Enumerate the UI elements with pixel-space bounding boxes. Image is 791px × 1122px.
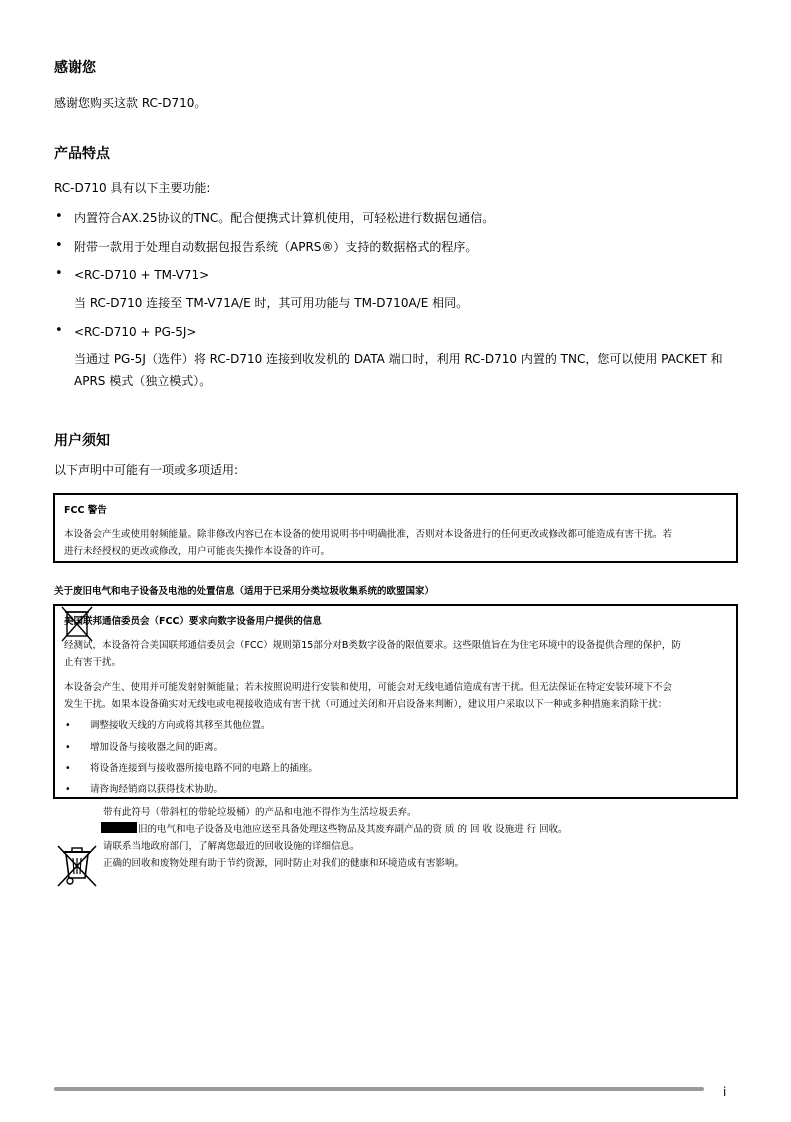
bullet-icon: • [65, 784, 71, 795]
heading-notice: 用户须知 [54, 433, 110, 449]
bullet-icon: • [55, 266, 63, 281]
footer-rule [54, 1087, 704, 1091]
feature-item-pg5j-desc-2: APRS 模式（独立模式）。 [74, 374, 212, 388]
bullet-icon: • [55, 238, 63, 253]
feature-item-pg5j: <RC-D710 + PG-5J> [74, 325, 197, 339]
feature-item-pg5j-desc: 当通过 PG-5J（选件）将 RC-D710 连接到收发机的 DATA 端口时，利用 RC-D710 内置的 TNC，您可以使用 PACKET 和 [74, 352, 723, 366]
weee-bin-icon [55, 842, 99, 888]
fcc-warning-title: FCC 警告 [64, 505, 107, 516]
redaction-bar [101, 822, 137, 833]
fcc-measure-3: 将设备连接到与接收器所接电路不同的电路上的插座。 [90, 763, 319, 774]
weee-line-2: 旧的电气和电子设备及电池应送至具备处理这些物品及其废弃副产品的资 质 的 回 收 设施进 行 回收。 [138, 824, 568, 835]
fcc-para2-line-2: 发生干扰。如果本设备确实对无线电或电视接收造成有害干扰（可通过关闭和开启设备来判断），建议用户采取以下一种或多种措施来消除干扰： [64, 699, 668, 710]
bullet-icon: • [55, 209, 63, 224]
weee-line-1: 带有此符号（带斜杠的带轮垃圾桶）的产品和电池不得作为生活垃圾丢弃。 [103, 807, 417, 818]
weee-line-4: 正确的回收和废物处理有助于节约资源，同时防止对我们的健康和环境造成有害影响。 [103, 858, 465, 869]
fcc-para2-line-1: 本设备会产生、使用并可能发射射频能量；若未按照说明进行安装和使用，可能会对无线电通信造成有害干扰。但无法保证在特定安装环境下不会 [64, 682, 673, 693]
bullet-icon: • [65, 720, 71, 731]
weee-line-3: 请联系当地政府部门，了解离您最近的回收设施的详细信息。 [103, 841, 360, 852]
disposal-heading: 关于废旧电气和电子设备及电池的处置信息（适用于已采用分类垃圾收集系统的欧盟国家） [54, 586, 435, 597]
feature-item-tnc: 内置符合AX.25协议的TNC。配合便携式计算机使用，可轻松进行数据包通信。 [74, 211, 495, 225]
feature-item-tmv71-desc: 当 RC-D710 连接至 TM-V71A/E 时，其可用功能与 TM-D710A/E 相同。 [74, 296, 469, 310]
fcc-measure-2: 增加设备与接收器之间的距离。 [90, 742, 224, 753]
fcc-warning-line-2: 进行未经授权的更改或修改，用户可能丧失操作本设备的许可。 [64, 546, 331, 557]
fcc-para1-line-1: 经测试，本设备符合美国联邦通信委员会（FCC）规则第15部分对B类数字设备的限值要求。这些限值旨在为住宅环境中的设备提供合理的保护，防 [64, 640, 681, 651]
fcc-measure-1: 调整接收天线的方向或将其移至其他位置。 [90, 720, 271, 731]
fcc-para1-line-2: 止有害干扰。 [64, 657, 122, 668]
bullet-icon: • [65, 763, 71, 774]
bullet-icon: • [65, 742, 71, 753]
feature-item-aprs: 附带一款用于处理自动数据包报告系统（APRS®）支持的数据格式的程序。 [74, 240, 478, 254]
heading-thanks: 感谢您 [54, 60, 96, 76]
feature-item-tmv71: <RC-D710 + TM-V71> [74, 268, 210, 282]
fcc-measure-4: 请咨询经销商以获得技术协助。 [90, 784, 224, 795]
fcc-digital-title: 美国联邦通信委员会（FCC）要求向数字设备用户提供的信息 [64, 616, 322, 627]
fcc-warning-box [53, 493, 738, 563]
heading-features: 产品特点 [54, 146, 110, 162]
fcc-warning-line-1: 本设备会产生或使用射频能量。除非修改内容已在本设备的使用说明书中明确批准，否则对本设备进行的任何更改或修改都可能造成有害干扰。若 [64, 529, 673, 540]
notice-intro: 以下声明中可能有一项或多项适用: [54, 463, 239, 477]
crossed-bin-icon [58, 604, 96, 644]
fcc-digital-box [53, 604, 738, 799]
page-number: i [723, 1085, 727, 1099]
features-intro: RC-D710 具有以下主要功能: [54, 181, 211, 195]
thanks-text: 感谢您购买这款 RC-D710。 [54, 96, 207, 110]
bullet-icon: • [55, 323, 63, 338]
